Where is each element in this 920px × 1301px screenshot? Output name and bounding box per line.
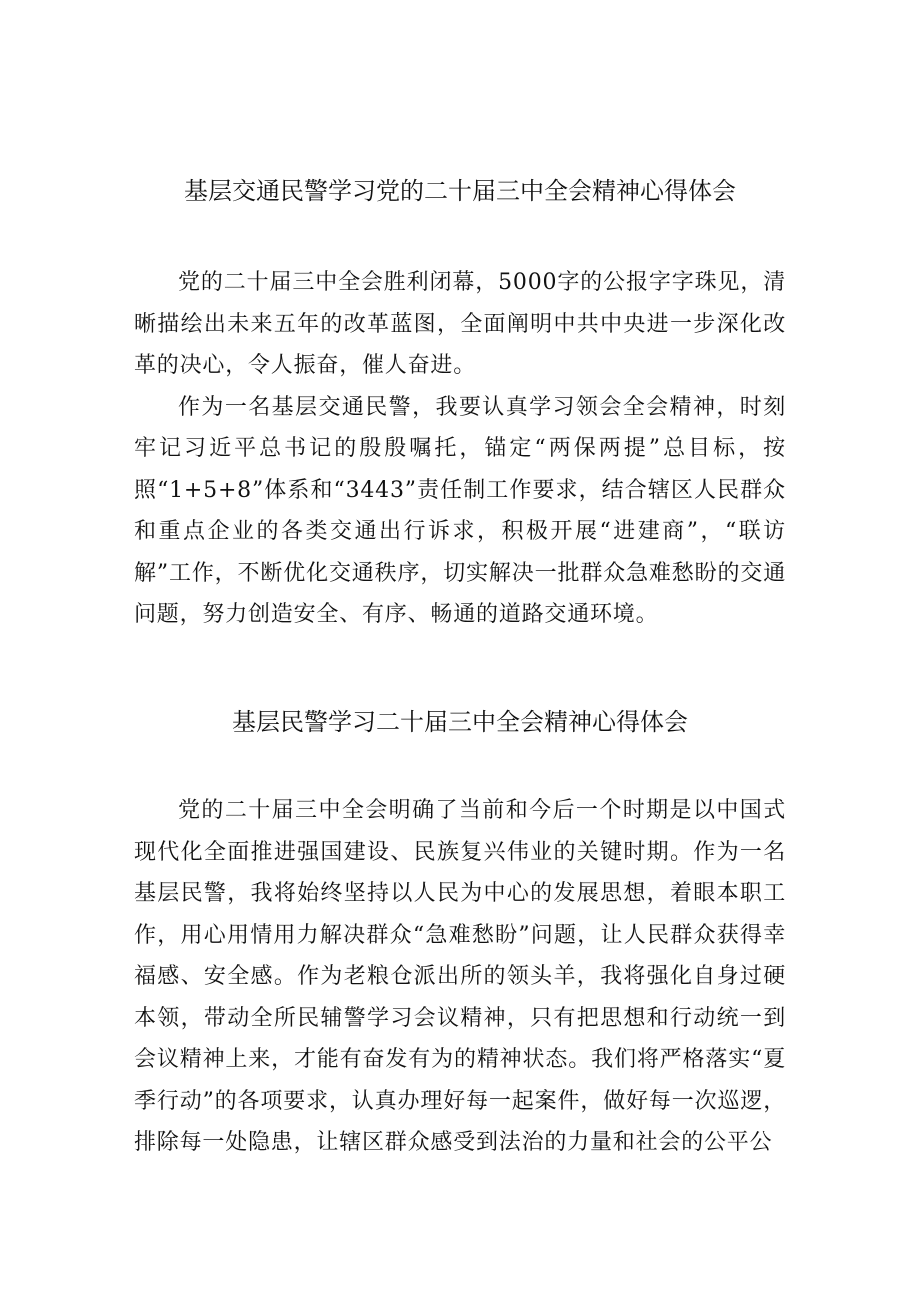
article-2-body xyxy=(134,790,786,1164)
article-2-paragraph-1: 党的二十届三中全会明确了当前和今后一个时期是以中国式现代化全面推进强国建设、民族复兴伟业的关键时期。作为一名基层民警，我将始终坚持以人民为中心的发展思想，着眼本职工作，用心用情用力解决群众“急难愁盼”问题，让人民群众获得幸福感、安全感。作为老粮仓派出所的领头羊，我将强化自身过硬本领，带动全所民辅警学习会议精神，只有把思想和行动统一到会议精神上来，才能有奋发有为的精神状态。我们将严格落实“夏季行动”的各项要求，认真办理好每一起案件，做好每一次巡逻，排除每一处隐患，让辖区群众感受到法治的力量和社会的公平公 xyxy=(134,798,786,1155)
article-1-paragraph-2: 作为一名基层交通民警，我要认真学习领会全会精神，时刻牢记习近平总书记的殷殷嘱托，锚定“两保两提”总目标，按照“1+5+8”体系和“3443”责任制工作要求，结合辖区人民群众和重点企业的各类交通出行诉求，积极开展“进建商”，“联访解”工作，不断优化交通秩序，切实解决一批群众急难愁盼的交通问题，努力创造安全、有序、畅通的道路交通环境。 xyxy=(134,394,786,627)
article-1-body xyxy=(134,262,786,636)
article-1-title: 基层交通民警学习党的二十届三中全会精神心得体会 xyxy=(184,177,736,205)
article-2-title: 基层民警学习二十届三中全会精神心得体会 xyxy=(232,708,688,736)
article-1-paragraph-1: 党的二十届三中全会胜利闭幕，5000字的公报字字珠见，清晰描绘出未来五年的改革蓝图，全面阐明中共中央进一步深化改革的决心，令人振奋，催人奋进。 xyxy=(134,270,786,378)
